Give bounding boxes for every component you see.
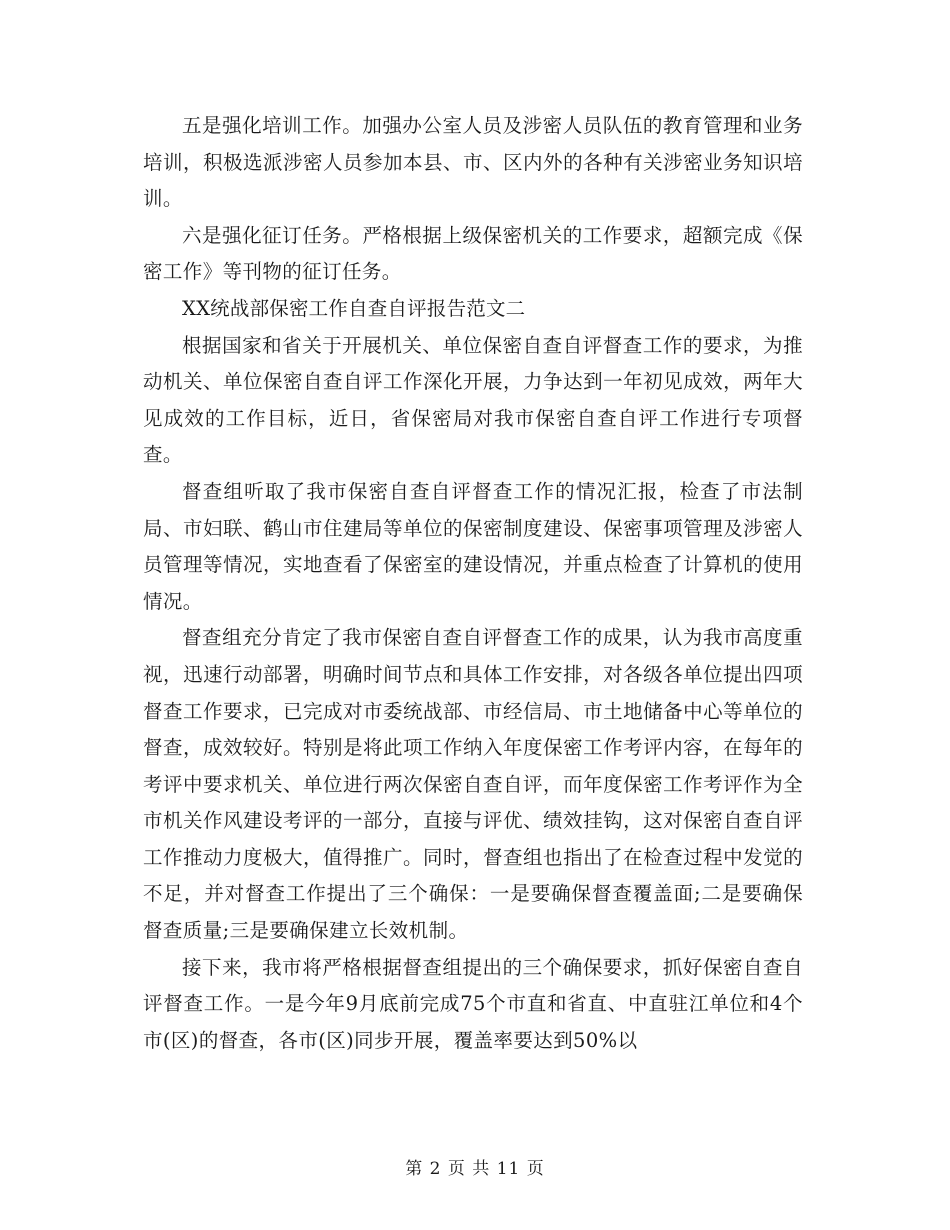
paragraph-affirmation: 督查组充分肯定了我市保密自查自评督查工作的成果，认为我市高度重视，迅速行动部署，明确时间节点和具体工作安排，对各级各单位提出四项督查工作要求，已完成对市委统战部、市经信局、市土地储备中心等单位的督查，成效较好。特别是将此项工作纳入年度保密工作考评内容，在每年的考评中要求机关、单位进行两次保密自查自评，而年度保密工作考评作为全市机关作风建设考评的一部分，直接与评优、绩效挂钩，这对保密自查自评工作推动力度极大，值得推广。同时，督查组也指出了在检查过程中发觉的不足，并对督查工作提出了三个确保：一是要确保督查覆盖面;二是要确保督查质量;三是要确保建立长效机制。: [143, 626, 803, 943]
paragraph-training: 五是强化培训工作。加强办公室人员及涉密人员队伍的教育管理和业务培训，积极选派涉密人员参加本县、市、区内外的各种有关涉密业务知识培训。: [143, 114, 803, 211]
section-heading: XX统战部保密工作自查自评报告范文二: [182, 296, 526, 320]
paragraph-next-steps: 接下来，我市将严格根据督查组提出的三个确保要求，抓好保密自查自评督查工作。一是今年9月底前完成75个市直和省直、中直驻江单位和4个市(区)的督查，各市(区)同步开展，覆盖率要达到50%以: [143, 955, 803, 1052]
paragraph-inspection: 督查组听取了我市保密自查自评督查工作的情况汇报，检查了市法制局、市妇联、鹤山市住建局等单位的保密制度建设、保密事项管理及涉密人员管理等情况，实地查看了保密室的建设情况，并重点检查了计算机的使用情况。: [143, 479, 803, 613]
document-body: [143, 108, 803, 1059]
page-number-footer: 第 2 页 共 11 页: [405, 1159, 545, 1179]
paragraph-intro: 根据国家和省关于开展机关、单位保密自查自评督查工作的要求，为推动机关、单位保密自查自评工作深化开展，力争达到一年初见成效，两年大见成效的工作目标，近日，省保密局对我市保密自查自评工作进行专项督查。: [143, 333, 803, 467]
paragraph-subscription: 六是强化征订任务。严格根据上级保密机关的工作要求，超额完成《保密工作》等刊物的征订任务。: [143, 223, 803, 284]
